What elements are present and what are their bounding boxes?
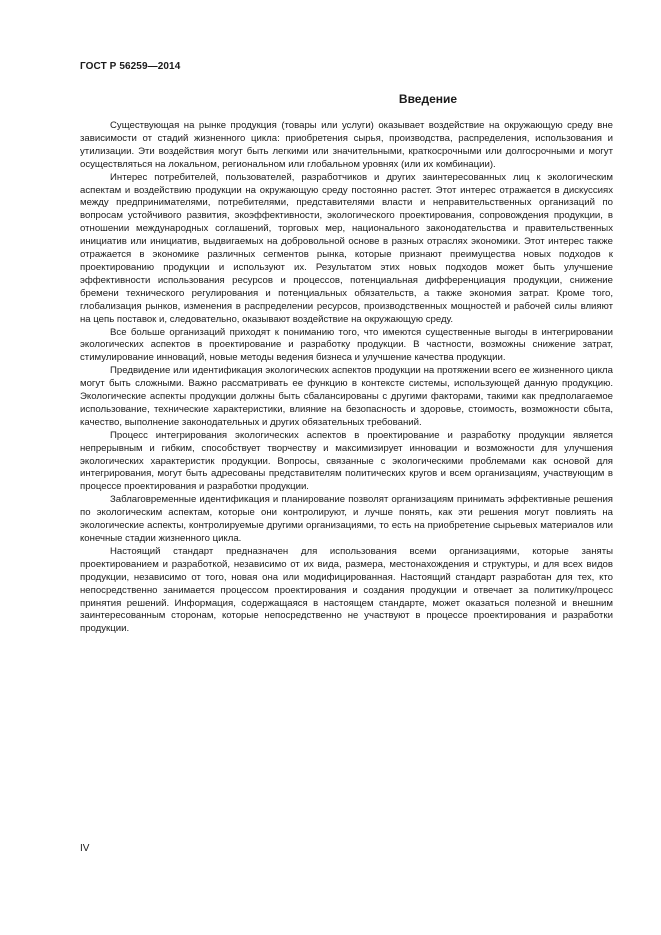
paragraph: Заблаговременные идентификация и планирование позволят организациям принимать эффективные решения по экологическим аспектам, которые они контролируют, и лучше понять, как эти решения могут повлиять на экологические аспекты, контролируемые другими организациями, то есть на приобретение сырьевых материалов или конечные стадии жизненного цикла.	[80, 494, 613, 544]
document-code: ГОСТ Р 56259—2014	[80, 61, 181, 72]
paragraph: Интерес потребителей, пользователей, разработчиков и других заинтересованных лиц к экологическим аспектам и воздействию продукции на окружающую среду постоянно растет. Этот интерес отражается в дискуссиях между предпринимателями, потребителями, представителями власти и неправительственных организаций по вопросам устойчивого развития, экоэффективности, экологического проектирования, сопровождения продукции, в отношении международных соглашений, торговых мер, национального законодательства и правительственных инициатив или инициатив, выдвигаемых на добровольной основе в разных отраслях экономики. Этот интерес также отражается в экономике различных сегментов рынка, которые признают преимущества новых подходов к проектированию продукции и используют их. Результатом этих новых подходов может быть улучшение эффективности использования ресурсов и процессов, потенциальная дифференциация продукции, снижение бремени технического регулирования и потенциальных обязательств, а также экономия затрат. Кроме того, глобализация рынков, изменения в распределении ресурсов, производственных мощностей и рабочей силы влияют на цепь поставок и, следовательно, оказывают воздействие на окружающую среду.	[80, 171, 613, 325]
paragraph: Существующая на рынке продукция (товары или услуги) оказывает воздействие на окружающую среду вне зависимости от стадий жизненного цикла: приобретения сырья, производства, распределения, использования и утилизации. Эти воздействия могут быть легкими или значительными, краткосрочными или долгосрочными и могут осуществляться на локальном, региональном или глобальном уровнях (или их комбинации).	[80, 120, 613, 170]
paragraph: Предвидение или идентификация экологических аспектов продукции на протяжении всего ее жизненного цикла могут быть сложными. Важно рассматривать ее функцию в контексте системы, использующей данную продукцию. Экологические аспекты продукции должны быть сбалансированы с другими факторами, такими как предполагаемое использование, технические характеристики, влияние на безопасность и здоровье, стоимость, возможности сбыта, качество, выполнение законодательных и других обязательных требований.	[80, 365, 613, 428]
section-title: Введение	[398, 92, 458, 106]
paragraph: Настоящий стандарт предназначен для использования всеми организациями, которые заняты проектированием и разработкой, независимо от их вида, размера, местонахождения и структуры, и для всех видов продукции, независимо от того, новая она или модифицированная. Настоящий стандарт разработан для тех, кто непосредственно занимается процессом проектирования и создания продукции и отвечает за политику/процесс принятия решений. Информация, содержащаяся в настоящем стандарте, может оказаться полезной и внешним заинтересованным сторонам, которые непосредственно не участвуют в процессе проектирования и разработки продукции.	[80, 545, 613, 635]
section-body	[80, 120, 613, 636]
page-number: IV	[80, 843, 90, 854]
paragraph: Все больше организаций приходят к пониманию того, что имеются существенные выгоды в интегрировании экологических аспектов в проектирование и разработку продукции. В частности, возможны снижение затрат, стимулирование инноваций, новые методы ведения бизнеса и улучшение качества продукции.	[80, 326, 613, 364]
paragraph: Процесс интегрирования экологических аспектов в проектирование и разработку продукции является непрерывным и гибким, способствует творчеству и максимизирует инновации и возможности для улучшения экологических характеристик продукции. Вопросы, связанные с экологическими проблемами как основой для интегрирования, могут быть адресованы представителям политических кругов и всем организациям, участвующим в процессе проектирования и разработки продукции.	[80, 429, 613, 493]
